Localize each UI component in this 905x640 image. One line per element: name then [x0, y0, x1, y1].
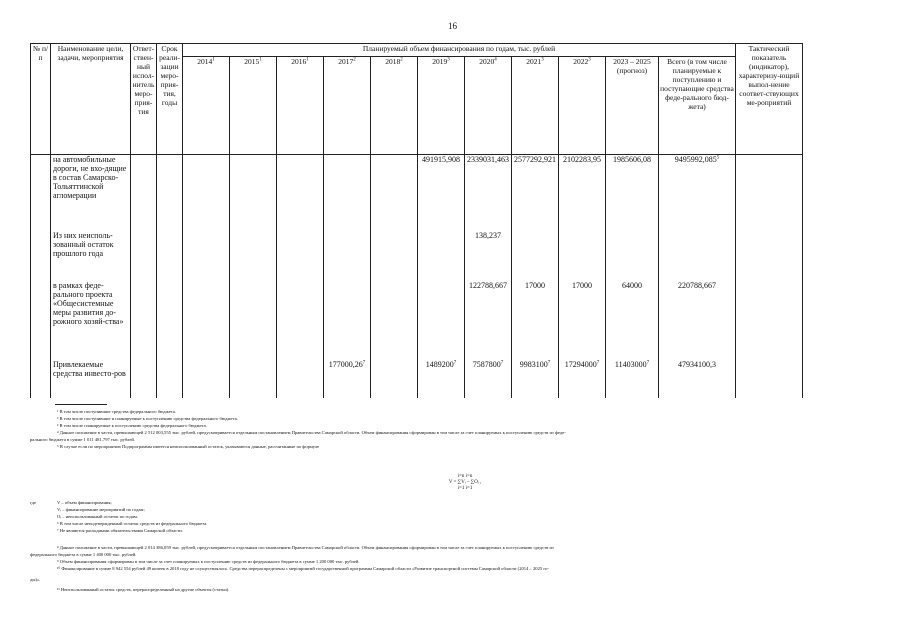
header-year: 2020$^4$: [465, 57, 512, 155]
footnote-where: где: [30, 500, 37, 505]
header-total: Всего (в том числе планируемые к поступлению и поступающие средства феде-рального бюд-жета): [659, 57, 736, 155]
cell-value: 17000: [512, 281, 559, 360]
cell-total: 220788,667: [659, 281, 736, 360]
row-name: на автомобильные дороги, не вхо-дящие в состав Самарско-Тольяттинской агломерации: [51, 155, 131, 231]
footnote: ⁵ В случае если по мероприятию Подпрограммы имеется неиспользованный остаток, указываются данные, рассчитанные по формуле: [57, 444, 320, 449]
header-num: № п/п: [31, 44, 51, 155]
footnote: ⁷ Не являются расходными обязательствами Самарской области.: [57, 528, 183, 533]
footnote: ды)».: [30, 577, 41, 582]
cell-value: 7587800$^7$: [465, 360, 512, 398]
row-name: в рамках феде-рального проекта «Общесистемные меры развития до-рожного хозяй-ства»: [51, 281, 131, 360]
header-name: Наименование цели, задачи, мероприятия: [51, 44, 131, 155]
footnote: ¹ В том числе поступившие средства федерального бюджета.: [57, 409, 176, 414]
financing-table: [30, 43, 803, 398]
row-name: Из них неисполь-зованный остаток прошлого года: [51, 231, 131, 281]
footnote: ³ В том числе планируемые к поступлению средства федерального бюджета.: [57, 423, 207, 428]
header-year: 2019$^3$: [418, 57, 465, 155]
header-year: 2014$^1$: [183, 57, 230, 155]
table-row: [31, 155, 803, 231]
cell-value: 17294000$^7$: [559, 360, 606, 398]
footnote: ⁹ Объем финансирования сформирован в том числе за счет планируемых к поступлению средств из федерального бюджета в сумме 1 200 000 тыс. рублей.: [57, 559, 360, 564]
cell-value: 17000: [559, 281, 606, 360]
footnote: рального бюджета в сумме 1 011 481,797 тыс. рублей.: [30, 437, 135, 442]
footnote: Vᵢ – финансирование мероприятий по годам;: [57, 507, 145, 512]
cell-value: 64000: [606, 281, 659, 360]
footnote: ² В том числе поступившие и планируемые к поступлению средства федерального бюджета.: [57, 416, 238, 421]
cell-value: 138,237: [465, 231, 512, 281]
cell-value: 1489200$^7$: [418, 360, 465, 398]
header-year: 2015$^1$: [230, 57, 277, 155]
footnote: ¹¹ Неиспользованный остаток средств, перераспределенный на другие объекты (статьи).: [57, 587, 230, 592]
footnote: Oᵢ – неиспользованный остаток по годам.: [57, 514, 138, 519]
cell-value: 2339031,463: [465, 155, 512, 231]
cell-value: 2102283,95: [559, 155, 606, 231]
cell-value: 122788,667: [465, 281, 512, 360]
footnote: V – объем финансирования;: [57, 500, 112, 505]
header-year: 2018$^2$: [371, 57, 418, 155]
row-name: Привлекаемые средства инвесто-ров: [51, 360, 131, 398]
cell-total: 9495992,085$^5$: [659, 155, 736, 231]
footnote: ⁸ Данное положение в части, превышающей 2 014 386,059 тыс. рублей, предусматривается отдельным постановлением Правительства Самарской области. Объем финансирования сформирован в том числе за счет планируемых к поступлению средств из: [57, 545, 554, 550]
footnote: ⁶ В том числе неподтвержденный остаток средств из федерального бюджета.: [57, 521, 208, 526]
cell-value: 491915,908: [418, 155, 465, 231]
header-planned: Планируемый объем финансирования по годам, тыс. рублей: [183, 44, 736, 57]
header-responsible: Ответ-ствен-ный испол-нитель меро-прия-тия: [131, 44, 157, 155]
header-year: 2022$^3$: [559, 57, 606, 155]
cell-value: 1985606,08: [606, 155, 659, 231]
header-year: 2016$^1$: [277, 57, 324, 155]
cell-value: 9983100$^7$: [512, 360, 559, 398]
cell-total: 47934100,3: [659, 360, 736, 398]
header-indicator: Тактический показатель (индикатор), характеризу-ющий выпол-нение соответ-ствующих ме-роприятий: [736, 44, 803, 155]
cell-value: 2577292,921: [512, 155, 559, 231]
footnote: ¹⁰ Финансирование в сумме 8 942 554 рублей 49 копеек в 2018 году не осуществлялось. Средства перераспределены с мероприятий государственной программы Самарской области «Развитие транспортной системы Самарской области (2014 – 2025 го-: [57, 566, 549, 571]
cell-value: 177000,26$^7$: [324, 360, 371, 398]
header-term: Срок реали-зации меро-прия-тия, годы: [157, 44, 183, 155]
footnote: федерального бюджета в сумме 1 400 000 тыс. рублей.: [30, 552, 137, 557]
formula: i=n i=n V = ∑Vᵢ – ∑Oᵢ , i=1 i=1: [448, 474, 482, 491]
table-row: [31, 231, 803, 281]
header-year: 2021$^3$: [512, 57, 559, 155]
footnote-separator: [55, 404, 107, 405]
footnote: ⁴ Данное положение в части, превышающей 2 512 003,555 тыс. рублей, предусматривается отдельным постановлением Правительства Самарской области. Объем финансирования сформирован в том числе за счет планируемых к поступлению средств из феде-: [57, 430, 566, 435]
header-year: 2017$^2$: [324, 57, 371, 155]
header-year: 2023 – 2025 (прогноз): [606, 57, 659, 155]
page-number: 16: [448, 21, 457, 31]
table-row: [31, 281, 803, 360]
table-row: [31, 360, 803, 398]
cell-value: 11403000$^7$: [606, 360, 659, 398]
